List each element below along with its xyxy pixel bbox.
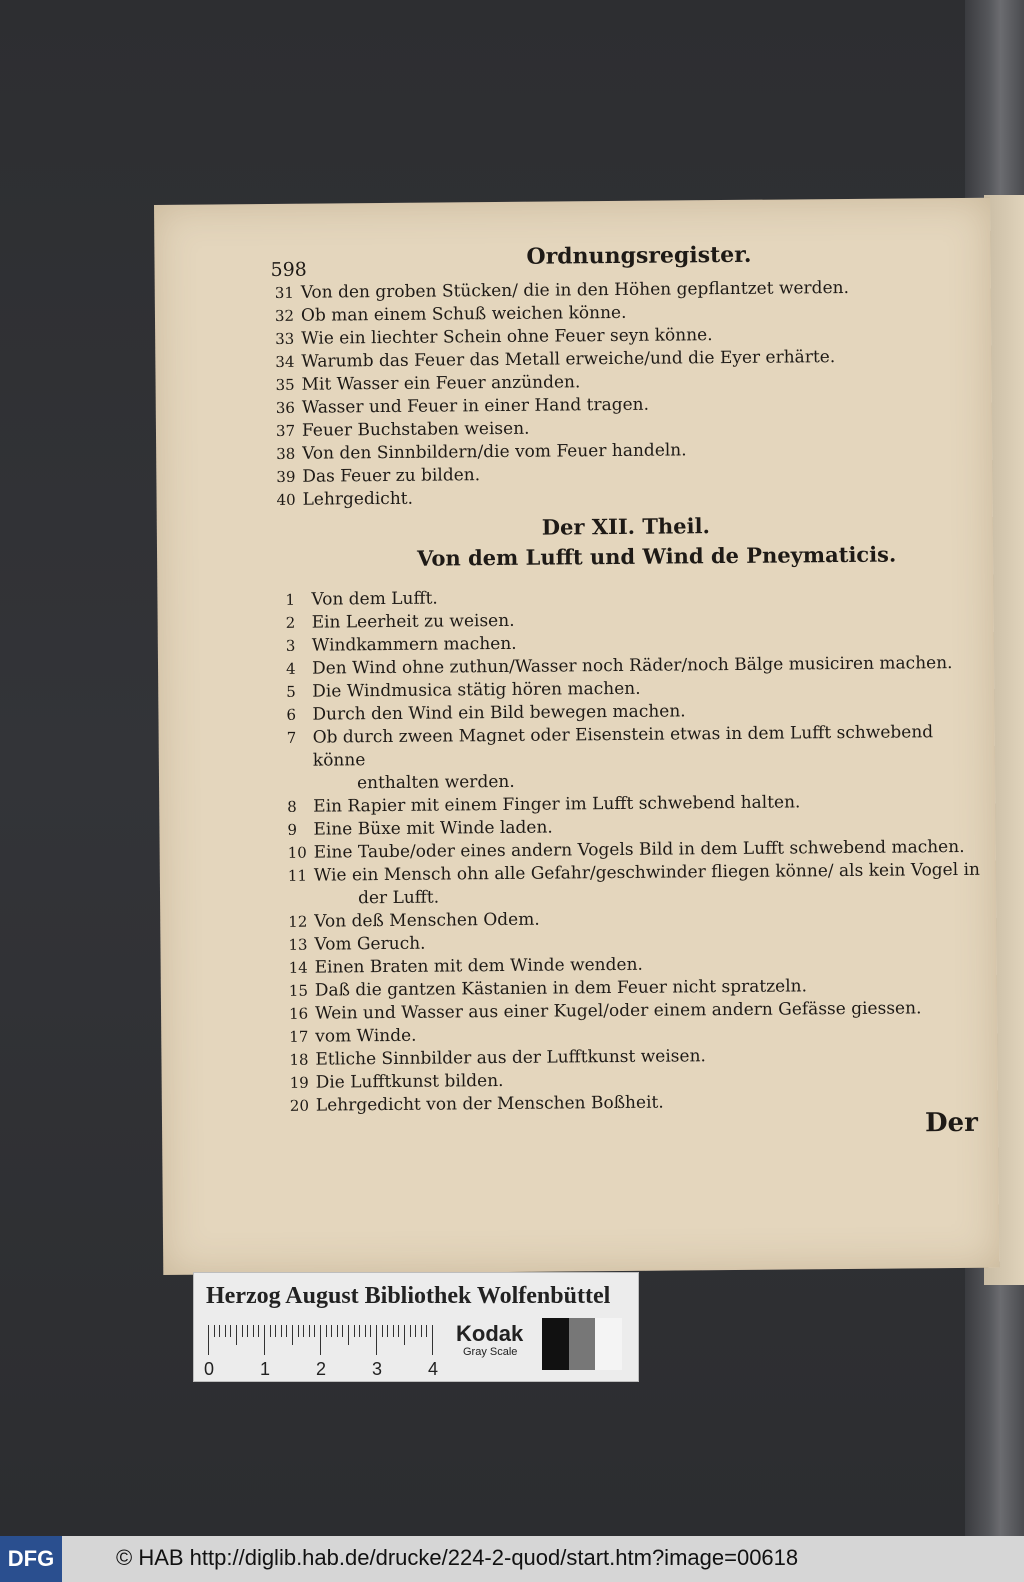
item-number: 33	[275, 329, 295, 348]
item-number: 31	[274, 283, 294, 302]
item-text: Von deß Menschen Odem.	[314, 909, 540, 932]
section-heading: Der XII. Theil.	[541, 513, 710, 540]
item-number	[287, 773, 313, 796]
item-text: Vom Geruch.	[314, 933, 426, 955]
item-number: 20	[289, 1096, 310, 1115]
ruler-tick	[253, 1325, 254, 1337]
item-number: 13	[288, 935, 308, 954]
ruler-tick	[398, 1325, 399, 1337]
item-number: 18	[289, 1050, 309, 1069]
swatch-black	[542, 1318, 569, 1370]
item-text: Warumb das Feuer das Metall erweiche/und die Eyer erhärte.	[301, 347, 836, 372]
item-text: Das Feuer zu bilden.	[302, 465, 481, 487]
item-number: 19	[289, 1073, 309, 1092]
item-text: Windkammern machen.	[311, 633, 517, 656]
ruler-tick	[432, 1325, 433, 1355]
item-text: Wie ein Mensch ohn alle Gefahr/geschwinder fliegen könne/ als kein Vogel in	[313, 859, 981, 886]
register-list-part1	[275, 276, 977, 512]
ruler-tick	[393, 1325, 394, 1337]
item-text: Ob durch zween Magnet oder Eisenstein etwas in dem Lufft schwebend könne	[312, 722, 934, 771]
item-text: Ein Rapier mit einem Finger im Lufft schwebend halten.	[313, 792, 801, 817]
ruler-tick	[337, 1325, 338, 1337]
ruler-tick	[270, 1325, 271, 1337]
ruler-number: 4	[428, 1359, 439, 1379]
ruler-tick	[214, 1325, 215, 1337]
ruler-tick	[387, 1325, 388, 1337]
ruler-number: 2	[316, 1359, 327, 1379]
item-text: Die Windmusica stätig hören machen.	[312, 678, 641, 702]
ruler-tick	[421, 1325, 422, 1337]
catchword: Der	[924, 1107, 978, 1139]
ruler-tick	[410, 1325, 411, 1337]
item-number: 39	[276, 467, 296, 486]
swatch-gray	[569, 1318, 596, 1370]
item-text: Lehrgedicht von der Menschen Boßheit.	[315, 1092, 664, 1116]
item-text: Einen Braten mit dem Winde wenden.	[314, 954, 643, 978]
copyright-credit: © HAB http://diglib.hab.de/drucke/224-2-quod/start.htm?image=00618	[116, 1545, 799, 1570]
ruler-tick	[225, 1325, 226, 1337]
ruler-tick	[286, 1325, 287, 1337]
ruler-tick	[320, 1325, 321, 1355]
ruler-tick	[376, 1325, 377, 1355]
ruler-tick	[230, 1325, 231, 1337]
item-number: 12	[288, 912, 308, 931]
ruler-tick	[415, 1325, 416, 1337]
list-item	[287, 721, 987, 773]
item-number: 2	[285, 613, 296, 632]
ruler-tick	[348, 1325, 349, 1345]
item-text: Daß die gantzen Kästanien in dem Feuer nicht spratzeln.	[314, 976, 808, 1001]
scale-ruler	[208, 1325, 436, 1357]
ruler-tick	[365, 1325, 366, 1337]
dfg-logo: DFG	[0, 1536, 62, 1582]
library-label-card	[193, 1272, 639, 1382]
ruler-tick	[292, 1325, 293, 1345]
item-number: 14	[288, 958, 308, 977]
page-number: 598	[270, 258, 307, 281]
item-number: 32	[274, 306, 295, 325]
item-number: 7	[286, 728, 297, 747]
ruler-tick	[275, 1325, 276, 1337]
item-number: 6	[286, 705, 297, 724]
item-text: der Lufft.	[357, 887, 440, 909]
item-text: Von den groben Stücken/ die in den Höhen gepflantzet werden.	[300, 277, 850, 303]
item-number: 11	[287, 866, 308, 885]
ruler-tick	[309, 1325, 310, 1337]
item-text: Von den Sinnbildern/die vom Feuer handeln.	[302, 440, 687, 464]
item-number: 36	[275, 398, 295, 417]
register-list-part2	[285, 583, 990, 1118]
swatch-white	[595, 1318, 622, 1370]
running-head: Ordnungsregister.	[526, 241, 752, 270]
item-text: Durch den Wind ein Bild bewegen machen.	[312, 701, 686, 725]
list-item	[290, 1089, 990, 1118]
ruler-tick	[303, 1325, 304, 1337]
ruler-tick	[354, 1325, 355, 1337]
ruler-numbers	[204, 1359, 444, 1379]
item-number: 9	[287, 820, 298, 839]
item-number: 8	[287, 797, 297, 816]
item-text: Die Lufftkunst bilden.	[315, 1070, 504, 1093]
ruler-tick	[326, 1325, 327, 1337]
ruler-tick	[208, 1325, 209, 1355]
ruler-number: 3	[372, 1359, 383, 1379]
ruler-tick	[426, 1325, 427, 1337]
item-text: Wie ein liechter Schein ohne Feuer seyn könne.	[301, 325, 713, 349]
item-text: Wasser und Feuer in einer Hand tragen.	[301, 394, 650, 418]
item-text: Ein Leerheit zu weisen.	[311, 610, 515, 633]
ruler-tick	[404, 1325, 405, 1345]
book-page	[154, 198, 999, 1275]
ruler-tick	[236, 1325, 237, 1345]
item-number: 3	[285, 636, 296, 655]
list-item	[276, 483, 976, 512]
gray-scale-swatches	[542, 1318, 622, 1370]
item-number: 34	[275, 352, 295, 371]
item-number: 10	[287, 843, 307, 862]
library-name: Herzog August Bibliothek Wolfenbüttel	[206, 1283, 611, 1309]
item-number: 17	[289, 1027, 309, 1046]
item-text: Wein und Wasser aus einer Kugel/oder einem andern Gefässe giessen.	[314, 998, 922, 1024]
item-number: 5	[286, 682, 296, 701]
ruler-tick	[281, 1325, 282, 1337]
footer-bar	[0, 1536, 1024, 1582]
gray-scale-label: Gray Scale	[463, 1346, 518, 1358]
item-text: Den Wind ohne zuthun/Wasser noch Räder/noch Bälge musiciren machen.	[311, 653, 953, 679]
ruler-number: 0	[204, 1359, 215, 1379]
item-number: 40	[276, 490, 296, 509]
item-number: 15	[288, 981, 309, 1000]
ruler-tick	[258, 1325, 259, 1337]
ruler-tick	[264, 1325, 265, 1355]
item-number: 35	[275, 375, 295, 394]
section-subheading: Von dem Lufft und Wind de Pneymaticis.	[416, 541, 897, 571]
item-text: Eine Taube/oder eines andern Vogels Bild in dem Lufft schwebend machen.	[313, 836, 965, 863]
item-text: vom Winde.	[315, 1025, 417, 1047]
ruler-tick	[382, 1325, 383, 1337]
ruler-tick	[342, 1325, 343, 1337]
ruler-tick	[359, 1325, 360, 1337]
item-number: 1	[285, 590, 296, 609]
item-text: Lehrgedicht.	[302, 488, 414, 510]
item-number: 4	[285, 659, 296, 678]
item-text: Von dem Lufft.	[311, 588, 438, 610]
ruler-tick	[219, 1325, 220, 1337]
ruler-tick	[242, 1325, 243, 1337]
ruler-tick	[314, 1325, 315, 1337]
ruler-tick	[247, 1325, 248, 1337]
ruler-tick	[370, 1325, 371, 1337]
item-number: 16	[288, 1004, 309, 1023]
item-text: Feuer Buchstaben weisen.	[301, 418, 530, 441]
ruler-tick	[298, 1325, 299, 1337]
ruler-tick	[331, 1325, 332, 1337]
item-text: Etliche Sinnbilder aus der Lufftkunst weisen.	[315, 1046, 706, 1070]
ruler-number: 1	[260, 1359, 271, 1379]
item-number	[288, 888, 314, 911]
item-number: 38	[276, 444, 296, 463]
item-text: enthalten werden.	[356, 771, 515, 794]
item-text: Mit Wasser ein Feuer anzünden.	[301, 372, 581, 395]
kodak-logo: Kodak	[456, 1321, 524, 1346]
item-text: Eine Büxe mit Winde laden.	[313, 817, 553, 840]
item-text: Ob man einem Schuß weichen könne.	[300, 302, 627, 326]
item-number: 37	[275, 421, 296, 440]
